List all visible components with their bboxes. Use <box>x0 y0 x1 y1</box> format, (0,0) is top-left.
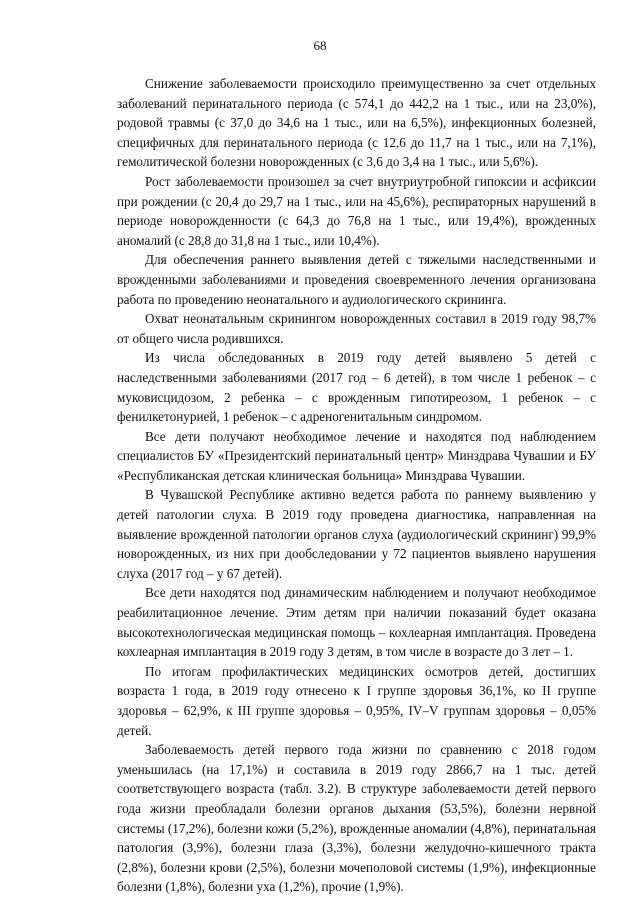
page-number: 68 <box>313 38 327 53</box>
paragraph-first-year-morbidity: Заболеваемость детей первого года жизни по сравнению с 2018 годом уменьшилась (на 17,1%) и составила в 2019 году 2866,7 на 1 тыс. детей соответствующего возраста (табл. 3.2). В структуре заболеваемости детей первого года жизни преобладали болезни органов дыхания (53,5%), болезни нервной системы (17,2%), болезни кожи (5,2%), врожденные аномалии (4,8%), перинатальная патология (3,9%), болезни глаза (3,3%), болезни желудочно-кишечного тракта (2,8%), болезни крови (2,5%), болезни мочеполовой системы (1,9%), инфекционные болезни (1,8%), болезни уха (1,2%), прочие (1,9%). <box>117 742 596 895</box>
paragraph-morbidity-decrease: Снижение заболеваемости происходило преимущественно за счет отдельных заболеваний перинатального периода (с 574,1 до 442,2 на 1 тыс., или на 23,0%), родовой травмы (с 37,0 до 34,6 на 1 тыс., или на 6,5%), инфекционных болезней, специфичных для перинатального периода (с 12,6 до 11,7 на 1 тыс., или на 7,1%), гемолитической болезни новорожденных (с 3,6 до 3,4 на 1 тыс., или 5,6%). <box>117 76 596 170</box>
paragraph-hereditary-diseases: Из числа обследованных в 2019 году детей выявлено 5 детей с наследственными заболеваниями (2017 год – 6 детей), в том числе 1 ребенок – с муковисцидозом, 2 ребенка – с врожденным гипотиреозом, 1 ребенок – с фенилкетонурией, 1 ребенок – с адреногенитальным синдромом. <box>117 350 596 425</box>
paragraph-health-groups: По итогам профилактических медицинских осмотров детей, достигших возраста 1 года, в 2019 году отнесено к I группе здоровья 36,1%, ко II группе здоровья – 62,9%, к III группе здоровья – 0,95%, IV–V группам здоровья – 0,05% детей. <box>117 663 596 738</box>
paragraph-neonatal-screening-coverage: Охват неонатальным скринингом новорожденных составил в 2019 году 98,7% от общего числа родившихся. <box>117 311 596 346</box>
paragraph-screening-organization: Для обеспечения раннего выявления детей с тяжелыми наследственными и врожденными заболеваниями и проведения своевременного лечения организована работа по проведению неонатального и аудиологического скрининга. <box>117 252 596 307</box>
document-body <box>117 74 596 897</box>
paragraph-treatment-observation: Все дети получают необходимое лечение и находятся под наблюдением специалистов БУ «Президентский перинатальный центр» Минздрава Чувашии и БУ «Республиканская детская клиническая больница» Минздрава Чувашии. <box>117 428 596 483</box>
paragraph-morbidity-increase: Рост заболеваемости произошел за счет внутриутробной гипоксии и асфиксии при рождении (с 20,4 до 29,7 на 1 тыс., или на 45,6%), респираторных нарушений в периоде новорожденности (с 64,3 до 76,8 на 1 тыс., или 19,4%), врожденных аномалий (с 28,8 до 31,8 на 1 тыс., или 10,4%). <box>117 173 596 248</box>
paragraph-hearing-screening: В Чувашской Республике активно ведется работа по раннему выявлению у детей патологии слуха. В 2019 году проведена диагностика, направленная на выявление врожденной патологии органов слуха (аудиологический скрининг) 99,9% новорожденных, из них при дообследовании у 72 пациентов выявлено нарушения слуха (2017 год – у 67 детей). <box>117 487 596 581</box>
paragraph-cochlear-implantation: Все дети находятся под динамическим наблюдением и получают необходимое реабилитационное лечение. Этим детям при наличии показаний будет оказана высокотехнологическая медицинская помощь – кохлеарная имплантация. Проведена кохлеарная имплантация в 2019 году 3 детям, в том числе в возрасте до 3 лет – 1. <box>117 585 596 660</box>
